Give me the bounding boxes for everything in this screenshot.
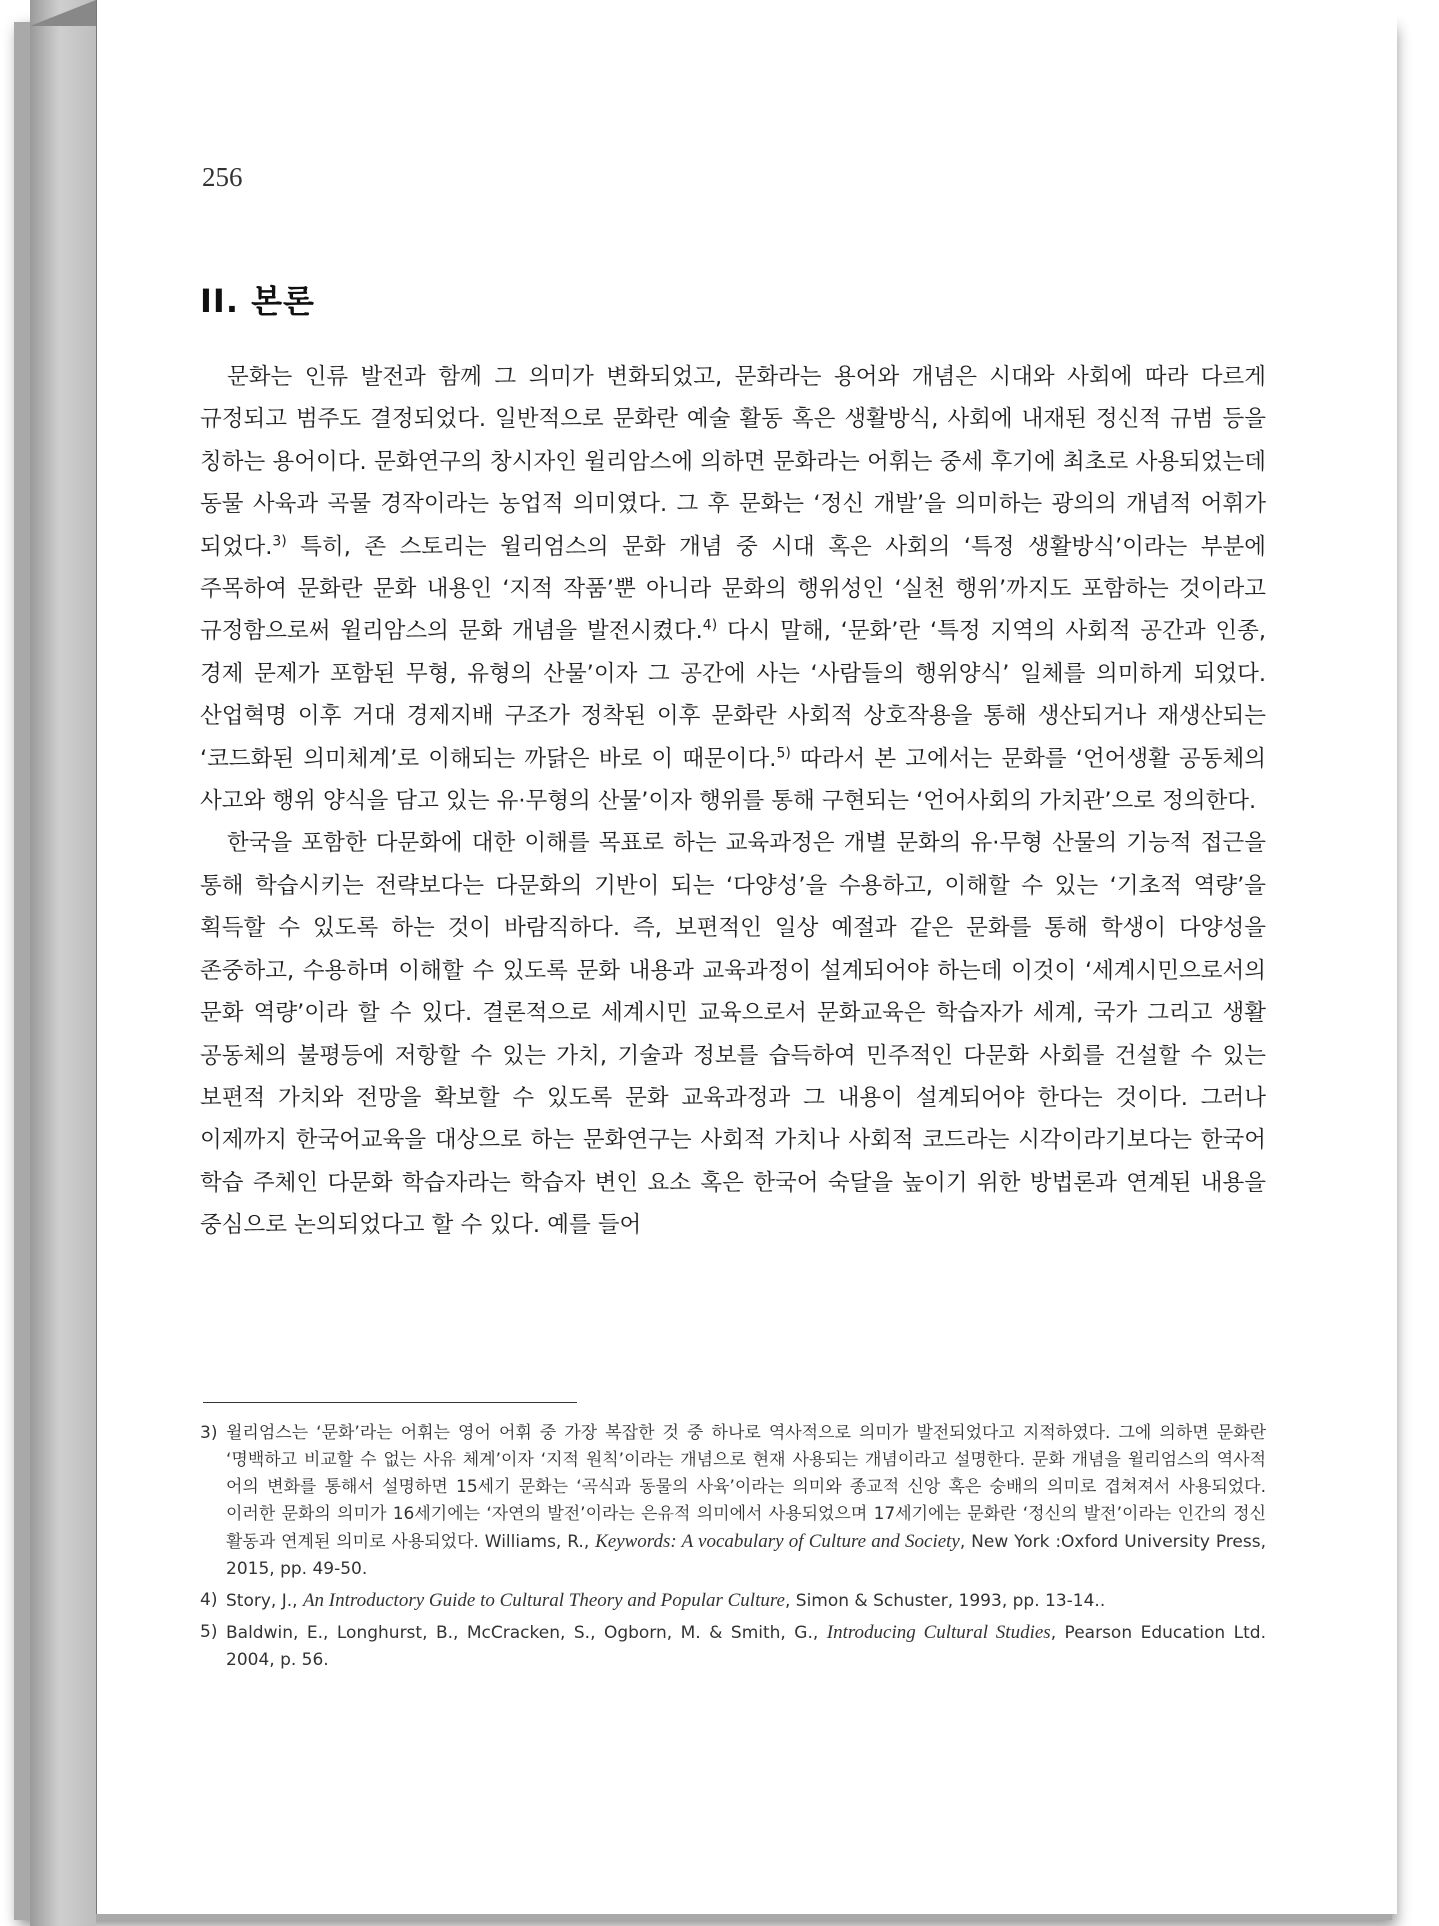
footnote-book-title: Keywords: A vocabulary of Culture and Society: [595, 1531, 960, 1552]
footnote-book-title: An Introductory Guide to Cultural Theory and Popular Culture: [302, 1590, 785, 1611]
footnote-ref-4[interactable]: 4): [702, 617, 718, 634]
footnote-number: 4): [200, 1590, 218, 1610]
footnote-number: 5): [200, 1622, 218, 1642]
footnote-3: 3) 윌리엄스는 ‘문화’라는 어휘는 영어 어휘 중 가장 복잡한 것 중 하나로 역사적으로 의미가 발전되었다고 지적하였다. 그에 의하면 문화란 ‘명백하고 비교할 수 없는 사유 체계’이자 ‘지적 원칙’이라는 개념으로 현재 사용되는 개념이라고 설명한다. 문화 개념을 윌리엄스의 역사적 어의 변화를 통해서 설명하면 15세기 문화는 ‘곡식과 동물의 사육’이라는 의미와 종교적 신앙 혹은 숭배의 의미로 겹쳐져서 사용되었다. 이러한 문화의 의미가 16세기에는 ‘자연의 발전’이라는 은유적 의미에서 사용되었으며 17세기에는 문화란 ‘정신의 발전’이라는 인간의 정신 활동과 연계된 의미로 사용되었다. Williams, R., Keywords: A vocabulary of Culture and Society, New York :Oxford University Press, 2015, pp. 49-50.: [200, 1420, 1266, 1583]
section-title: II. 본론: [200, 282, 315, 320]
footnote-number: 3): [200, 1423, 218, 1443]
footnote-4: 4) Story, J., An Introductory Guide to Cultural Theory and Popular Culture, Simon & Schuster, 1993, pp. 13-14..: [200, 1587, 1266, 1615]
footnote-book-title: Introducing Cultural Studies: [826, 1622, 1051, 1643]
footnote-ref-5[interactable]: 5): [776, 745, 791, 762]
paragraph-2: 한국을 포함한 다문화에 대한 이해를 목표로 하는 교육과정은 개별 문화의 유·무형 산물의 기능적 접근을 통해 학습시키는 전략보다는 다문화의 기반이 되는 ‘다양성’을 수용하고, 이해할 수 있는 ‘기초적 역량’을 획득할 수 있도록 하는 것이 바람직하다. 즉, 보편적인 일상 예절과 같은 문화를 통해 학생이 다양성을 존중하고, 수용하며 이해할 수 있도록 문화 내용과 교육과정이 설계되어야 하는데 이것이 ‘세계시민으로서의 문화 역량’이라 할 수 있다. 결론적으로 세계시민 교육으로서 문화교육은 학습자가 세계, 국가 그리고 생활 공동체의 불평등에 저항할 수 있는 가치, 기술과 정보를 습득하여 민주적인 다문화 사회를 건설할 수 있는 보편적 가치와 전망을 확보할 수 있도록 문화 교육과정과 그 내용이 설계되어야 한다는 것이다. 그러나 이제까지 한국어교육을 대상으로 하는 문화연구는 사회적 가치나 사회적 코드라는 시각이라기보다는 한국어 학습 주체인 다문화 학습자라는 학습자 변인 요소 혹은 한국어 숙달을 높이기 위한 방법론과 연계된 내용을 중심으로 논의되었다고 할 수 있다. 예를 들어: [200, 830, 1266, 1239]
page-number: 256: [202, 162, 243, 192]
footnotes: [200, 1420, 1266, 1678]
paragraph-1: 문화는 인류 발전과 함께 그 의미가 변화되었고, 문화라는 용어와 개념은 시대와 사회에 따라 다르게 규정되고 범주도 결정되었다. 일반적으로 문화란 예술 활동 혹은 생활방식, 사회에 내재된 정신적 규범 등을 칭하는 용어이다. 문화연구의 창시자인 윌리암스에 의하면 문화라는 어휘는 중세 후기에 최초로 사용되었는데 동물 사육과 곡물 경작이라는 농업적 의미였다. 그 후 문화는 ‘정신 개발’을 의미하는 광의의 개념적 어휘가 되었다.$^{3)}$ 특히, 존 스토리는 윌리엄스의 문화 개념 중 시대 혹은 사회의 ‘특정 생활방식’이라는 부분에 주목하여 문화란 문화 내용인 ‘지적 작품’뿐 아니라 문화의 행위성인 ‘실천 행위’까지도 포함하는 것이라고 규정함으로써 윌리암스의 문화 개념을 발전시켰다.$^{4)}$ 다시 말해, ‘문화’란 ‘특정 지역의 사회적 공간과 인종, 경제 문제가 포함된 무형, 유형의 산물’이자 그 공간에 사는 ‘사람들의 행위양식’ 일체를 의미하게 되었다. 산업혁명 이후 거대 경제지배 구조가 정착된 이후 문화란 사회적 상호작용을 통해 생산되거나 재생산되는 ‘코드화된 의미체계’로 이해되는 까닭은 바로 이 때문이다.$^{5)}$ 따라서 본 고에서는 문화를 ‘언어생활 공동체의 사고와 행위 양식을 담고 있는 유·무형의 산물’이자 행위를 통해 구현되는 ‘언어사회의 가치관’으로 정의한다.: [200, 364, 1266, 815]
footnote-ref-3[interactable]: 3): [272, 533, 287, 550]
body-text: [200, 356, 1266, 1247]
footnote-5: 5) Baldwin, E., Longhurst, B., McCracken, S., Ogborn, M. & Smith, G., Introducing Cultural Studies, Pearson Education Ltd. 2004, p. 56.: [200, 1619, 1266, 1674]
footnote-divider: [203, 1402, 577, 1403]
book-spine: [30, 0, 96, 1926]
